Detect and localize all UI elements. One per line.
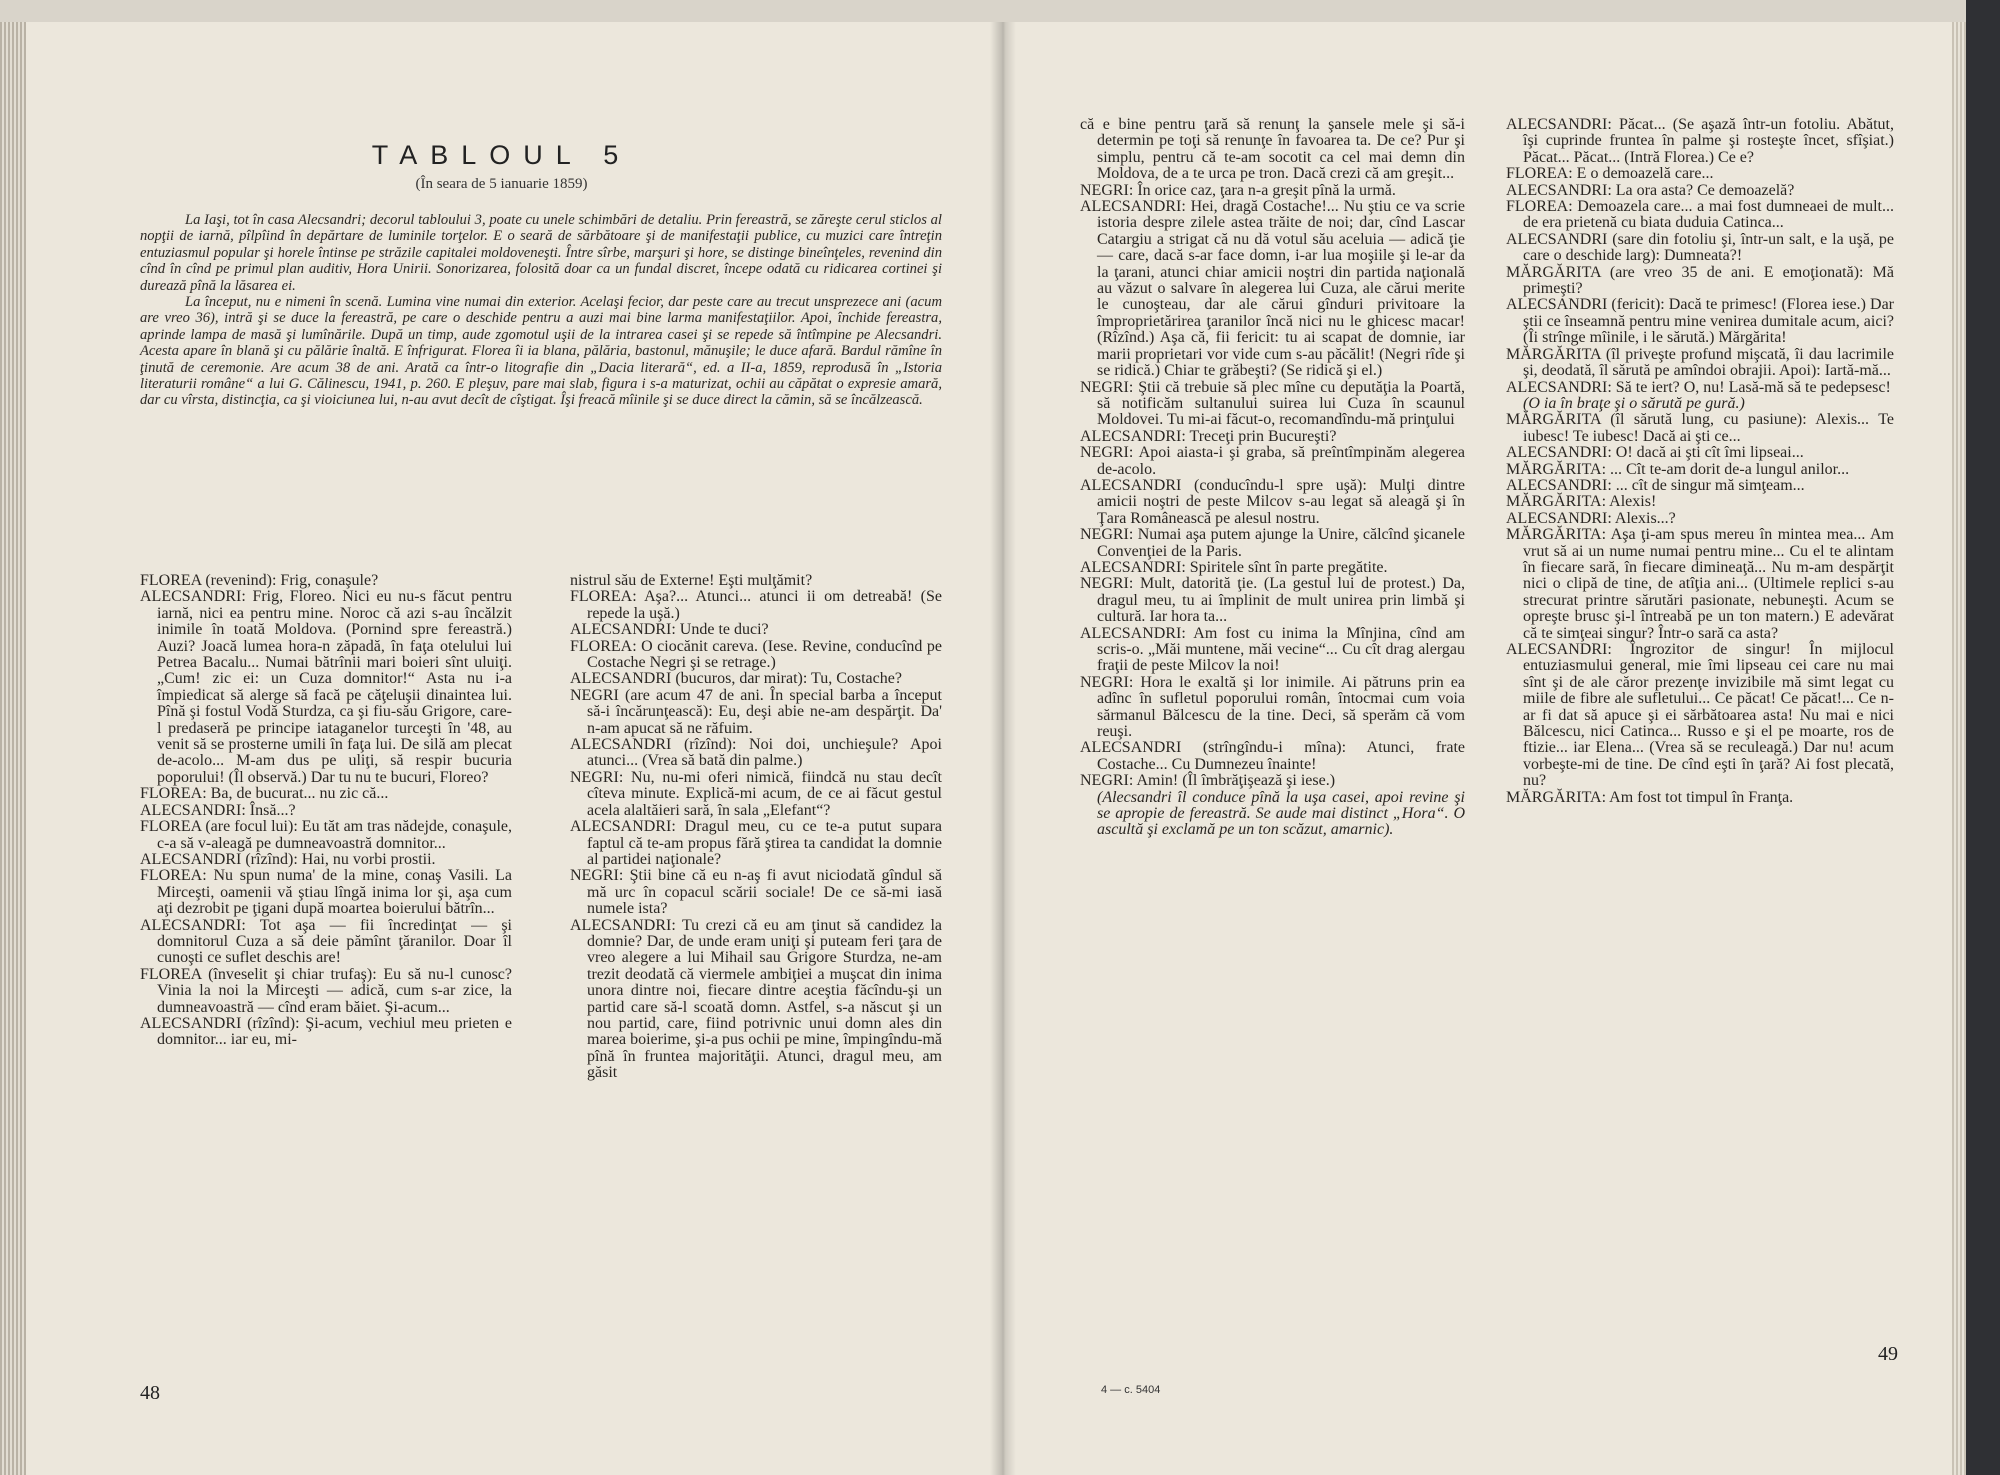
dialogue-line: NEGRI: În orice caz, ţara n-a greşit pînă la urmă. [1080,181,1396,199]
dialogue-line: nistrul său de Externe! Eşti mulţămit? [570,572,813,589]
dialogue-line: FLOREA: Demoazela care... a mai fost dumneaei de mult... de era prietenă cu biata duduia Catinca... [1506,198,1894,232]
book-gutter [990,22,1016,1475]
dialogue-line: ALECSANDRI: Tu crezi că eu am ţinut să candidez la domnie? Dar, de unde eram uniţi şi puteam feri ţara de vreo alegere a lui Mihail sau Grigore Sturdza, ne-am trezit deodată că viermele ambiţiei a muşcat din inima unora dintre noi, fiecare dintre aceştia făcîndu-şi un partid care să-l scoată domn. Astfel, s-a născut şi un nou partid, care, fiind potrivnic unui domn ales din marea boierime, şi-a pus ochii pe mine, împingîndu-mă pînă în fruntea majorităţii. Atunci, dragul meu, am găsit [570,916,943,1082]
dialogue-line: ALECSANDRI: Unde te duci? [570,621,769,639]
stage-direction: (O ia în braţe şi o sărută pe gură.) [1523,394,1745,412]
book-top-edge [0,0,2000,22]
dialogue-line: MĂRGĂRITA (are vreo 35 de ani. E emoţionată): Mă primeşti? [1506,263,1894,298]
dialogue-line: ALECSANDRI: Însă...? [140,801,296,819]
dialogue-line: FLOREA (revenind): Frig, conaşule? [140,572,379,589]
dialogue-line: ALECSANDRI: O! dacă ai şti cît îmi lipseai... [1506,444,1804,462]
page-block-edge-right [1952,22,1966,1475]
dialogue-line: ALECSANDRI: Tot aşa — fii încredinţat — şi domnitorul Cuza a să deie pămînt ţăranilor. Doar îl cunoşti ce suflet deschis are! [140,916,512,967]
dialogue-line: NEGRI: Mult, datorită ţie. (La gestul lui de protest.) Da, dragul meu, tu ai împlinit de mult unirea prin limbă şi cultură. Iar hora ta... [1080,575,1465,626]
dialogue-line: ALECSANDRI: La ora asta? Ce demoazelă? [1506,181,1795,199]
dialogue-line: NEGRI: Ştii că trebuie să plec mîne cu deputăţia la Poartă, să notificăm sultanului suirea lui Cuza în scaunul Moldovei. Tu mi-ai făcut-o, recomandîndu-mă prinţului [1080,378,1465,429]
stage-direction: (Alecsandri îl conduce pînă la uşa casei, apoi revine şi se apropie de fereastră. Se aude mai distinct „Hora“. O ascultă şi exclamă pe un ton scăzut, amarnic). [1097,788,1465,839]
dialogue-line: FLOREA: E o demoazelă care... [1506,165,1714,183]
dialogue-line: FLOREA: Aşa?... Atunci... atunci ii om detreabă! (Se repede la uşă.) [570,588,942,622]
dialogue-line: NEGRI: Numai aşa putem ajunge la Unire, călcînd şicanele Convenţiei de la Paris. [1080,526,1465,560]
dialogue-line: MĂRGĂRITA: ... Cît te-am dorit de-a lungul anilor... [1506,460,1850,478]
dialogue-line: ALECSANDRI: Am fost cu inima la Mînjina, cînd am scris-o. „Măi muntene, măi vecine“... Cu cît drag alergau fraţii de peste Milcov la noi! [1080,624,1465,675]
scene-subtitle: (În seara de 5 ianuarie 1859) [415,176,588,192]
dialogue-line: ALECSANDRI: ... cît de singur mă simţeam... [1506,476,1805,494]
dialogue-line: ALECSANDRI (strîngîndu-i mîna): Atunci, frate Costache... Cu Dumnezeu înainte! [1080,739,1465,773]
dialogue-line: ALECSANDRI (conducîndu-l spre uşă): Mulţi dintre amicii noştri de peste Milcov s-au legat să aleagă şi în Ţara Românească pe alesul nostru. [1080,476,1465,527]
dialogue-line: ALECSANDRI (rîzînd): Şi-acum, vechiul meu prieten e domnitor... iar eu, mi- [140,1014,512,1049]
dialogue-line: că e bine pentru ţară să renunţ la şansele mele şi să-i determin pe toţi să renunţe în favoarea ta. De ce? Pur şi simplu, pentru că te-am socotit ca cel mai demn din Moldova, de a te urca pe tron. Dacă crezi că am greşit... [1080,116,1465,183]
printer-signature: 4 — c. 5404 [1101,1384,1161,1396]
book-cover-edge [1966,0,2000,1475]
stage-directions-intro [140,212,942,409]
dialogue-line: NEGRI: Ştii bine că eu n-aş fi avut niciodată gîndul să mă urc în copacul scării sociale! De ce să-mi iasă numele ista? [570,867,942,918]
right-page-column-1 [1080,117,1465,839]
dialogue-line: ALECSANDRI: Spiritele sînt în parte pregătite. [1080,558,1388,576]
dialogue-line: ALECSANDRI: Frig, Floreo. Nici eu nu-s făcut pentru iarnă, nici ea pentru mine. Noroc că azi s-au încălzit inimile în toată Moldova. (Pornind spre fereastră.) Auzi? Joacă lumea hora-n zăpadă, în faţa otelului lui Petrea Bacalu... Numai bătrînii mari boieri sînt uluiţi. „Cum! zic ei: un Cuza domnitor!“ Asta nu i-a împiedicat să alerge să facă pe căţeluşii dinaintea lui. Pînă şi fostul Vodă Sturdza, ca şi fiu-său Grigore, care-l predaseră pe principe iataganelor turceşti în '48, au venit să se prosterne umili în faţa lui. De silă am plecat de-acolo... M-am dus pe uliţi, să respir bucuria poporului! (Îl observă.) Dar tu nu te bucuri, Floreo? [140,588,512,786]
dialogue-line: MĂRGĂRITA (îl priveşte profund mişcată, îi dau lacrimile şi, deodată, îl sărută pe amîndoi obrajii. Apoi): Iartă-mă... [1506,345,1894,380]
dialogue-line: ALECSANDRI (sare din fotoliu şi, într-un salt, e la uşă, pe care o deschide larg): Dumneata?! [1506,230,1894,265]
dialogue-line: FLOREA: Ba, de bucurat... nu zic că... [140,785,389,803]
page-number-right: 49 [1878,1343,1898,1365]
dialogue-line: MĂRGĂRITA: Aşa ţi-am spus mereu în mintea mea... Am vrut să ai un nume numai pentru mine... Cu el te alintam în fiecare sară, în fiecare dimineaţă... Nu m-am despărţit nici o clipă de tine, de atîţia ani... (Ultimele replici s-au strecurat printre sărutări pasionate, nebuneşti. Acum se opreşte brusc şi-l întreabă pe un ton matern.) E adevărat că te simţeai singur? Într-o sară ca asta? [1506,526,1894,642]
dialogue-line: NEGRI: Hora le exaltă şi lor inimile. Ai pătruns prin ea adînc în sufletul poporului român, întocmai cum voia sărmanul Bălcescu de la tine. Deci, să sperăm că vom reuşi. [1080,673,1465,741]
dialogue-line: MĂRGĂRITA: Am fost tot timpul în Franţa. [1506,788,1794,806]
intro-paragraph: La Iaşi, tot în casa Alecsandri; decorul tabloului 3, poate cu unele schimbări de detaliu. Prin fereastră, se zăreşte cerul sticlos al nopţii de iarnă, pîlpîind în depărtare de luminile torţelor. E o seară de sărbătoare şi de manifestaţii publice, cu muzici care întreţin entuziasmul popular şi horele întinse pe străzile capitalei moldoveneşti. Între sîrbe, marşuri şi hore, se distinge bineînţeles, revenind din cînd în cînd pe primul plan auditiv, Hora Unirii. Sonorizarea, folosită doar ca un fundal discret, începe odată cu ridicarea cortinei şi durează pînă la lăsarea ei. [140,212,942,294]
dialogue-line: ALECSANDRI (rîzînd): Noi doi, unchieşule? Apoi atunci... (Vrea să bată din palme.) [570,736,942,770]
right-page-column-2 [1506,117,1894,806]
dialogue-line: FLOREA (înveselit şi chiar trufaş): Eu să nu-l cunosc? Vinia la noi la Mirceşti — adică, cum s-ar zice, la dumneavoastră — cînd eram băiet. Şi-acum... [140,965,512,1016]
dialogue-line: MĂRGĂRITA: Alexis! [1506,493,1657,511]
left-page-column-2 [570,573,942,1082]
dialogue-line: MĂRGĂRITA (îl sărută lung, cu pasiune): Alexis... Te iubesc! Te iubesc! Dacă ai şti ce... [1506,411,1894,445]
dialogue-line: ALECSANDRI: Treceţi prin Bucureşti? [1080,427,1337,445]
dialogue-line: ALECSANDRI (bucuros, dar mirat): Tu, Costache? [570,670,902,688]
dialogue-line: NEGRI: Nu, nu-mi oferi nimică, fiindcă nu stau decît cîteva minute. Explică-mi acum, de ce ai făcut gestul acela alaltăieri sară, în sala „Elefant“? [570,768,942,819]
right-page [1003,22,2000,1475]
dialogue-line: FLOREA: Nu spun numa' de la mine, conaş Vasili. La Mirceşti, oamenii vă ştiau lîngă inima lor şi, aşa cum aţi dezrobit pe ţigani după moartea boierului bătrîn... [140,867,512,918]
left-page [0,22,1003,1475]
dialogue-line: ALECSANDRI (fericit): Dacă te primesc! (Florea iese.) Dar ştii ce înseamnă pentru mine venirea dumitale acum, aici? (Îi strînge mîinile, i le sărută.) Mărgărita! [1506,296,1894,347]
dialogue-line: ALECSANDRI: Păcat... (Se aşază într-un fotoliu. Abătut, îşi cuprinde fruntea în palme şi rosteşte încet, sfîşiat.) Păcat... Păcat... (Intră Florea.) Ce e? [1506,116,1894,166]
intro-paragraph: La început, nu e nimeni în scenă. Lumina vine numai din exterior. Acelaşi fecior, dar peste care au trecut unsprezece ani (acum are vreo 36), intră şi se duce la fereastră, pe care o deschide pentru a auzi mai bine larma manifestaţiilor. Apoi, închide fereastra, aprinde lampa de masă şi lumînările. După un timp, aude zgomotul uşii de la intrarea casei şi se repede să întîmpine pe Alecsandri. Acesta apare în blană şi cu pălărie înaltă. E înfrigurat. Florea îi ia blana, pălăria, bastonul, mănuşile; le duce afară. Bardul rămîne în ţinută de ceremonie. Are acum 38 de ani. Arată ca într-o litografie din „Dacia literară“, ed. a II-a, 1859, reprodusă în „Istoria literaturii române“ a lui G. Călinescu, 1941, p. 260. E pleşuv, pare mai slab, figura i s-a maturizat, ochii au căpătat o expresie amară, dar cu vîrsta, distincţia, ca şi vioiciunea lui, n-au avut decît de cîştigat. Îşi freacă mîinile şi se duce direct la cămin, să se încălzească. [140,294,942,409]
scene-title: TABLOUL 5 [371,140,632,170]
dialogue-line: ALECSANDRI (rîzînd): Hai, nu vorbi prostii. [140,850,436,868]
page-number-left: 48 [140,1382,160,1404]
dialogue-line: NEGRI: Apoi aiasta-i şi graba, să preîntîmpinăm alegerea de-acolo. [1080,444,1465,478]
left-page-column-1 [140,573,512,1049]
dialogue-line: FLOREA (are focul lui): Eu tăt am tras nădejde, conaşule, c-a să v-aleagă pe dumneavoastră domnitor... [140,818,512,852]
dialogue-line: ALECSANDRI: Hei, dragă Costache!... Nu ştiu ce va scrie istoria despre zilele astea trăite de noi; dar, cînd Lascar Catargiu a strigat că nu dă votul său aceluia — adică ţie — care, dacă s-ar face domn, i-ar lua moşiile şi le-ar da la ţarani, atunci chiar amicii noştri din partida naţională au văzut o salvare în alegerea lui Cuza, ale cărui merite le cunoşteau, dar ale cărui gînduri privitoare la împroprietărirea ţaranilor încă nici nu le ghicesc macar! (Rîzînd.) Aşa că, fii fericit: tu ai scapat de domnie, iar marii proprietari vor vide cum s-au păcălit! (Negri rîde şi se ridică.) Chiar te grăbeşti? (Se ridică şi el.) [1080,198,1465,380]
dialogue-line: ALECSANDRI: Alexis...? [1506,509,1676,527]
dialogue-line: NEGRI: Amin! (Îl îmbrăţişează şi iese.) [1080,772,1336,790]
dialogue-line: NEGRI (are acum 47 de ani. În special barba a început să-i încărunţească): Eu, deşi abie ne-am despărţit. Da' n-am apucat să ne răfuim. [570,686,942,737]
dialogue-line: ALECSANDRI: Îngrozitor de singur! În mijlocul entuziasmului general, mie îmi lipseau cei care nu mai sînt şi de ale căror prezenţe invizibile mă simt legat cu miile de fibre ale sufletului... Ce păcat! Ce păcat!... Ce n-ar fi dat să apuce şi ei sărbătoarea asta! Nu mai e nici Bălcescu, nici Catinca... Russo e şi el pe moarte, ros de ftizie... iar Elena... (Vrea să se reculeagă.) Dar nu! acum vorbeşte-mi de tine. De cînd eşti în ţară? Ai fost plecată, nu? [1506,641,1894,790]
dialogue-line: ALECSANDRI: Dragul meu, cu ce te-a putut supara faptul că te-am propus fără ştirea ta candidat la domnie al partidei naţionale? [570,818,942,868]
dialogue-line: ALECSANDRI: Să te iert? O, nu! Lasă-mă să te pedepsesc! [1506,378,1891,396]
page-block-edge-left [0,22,26,1475]
dialogue-line: FLOREA: O ciocănit careva. (Iese. Revine, conducînd pe Costache Negri şi se retrage.) [570,637,942,672]
